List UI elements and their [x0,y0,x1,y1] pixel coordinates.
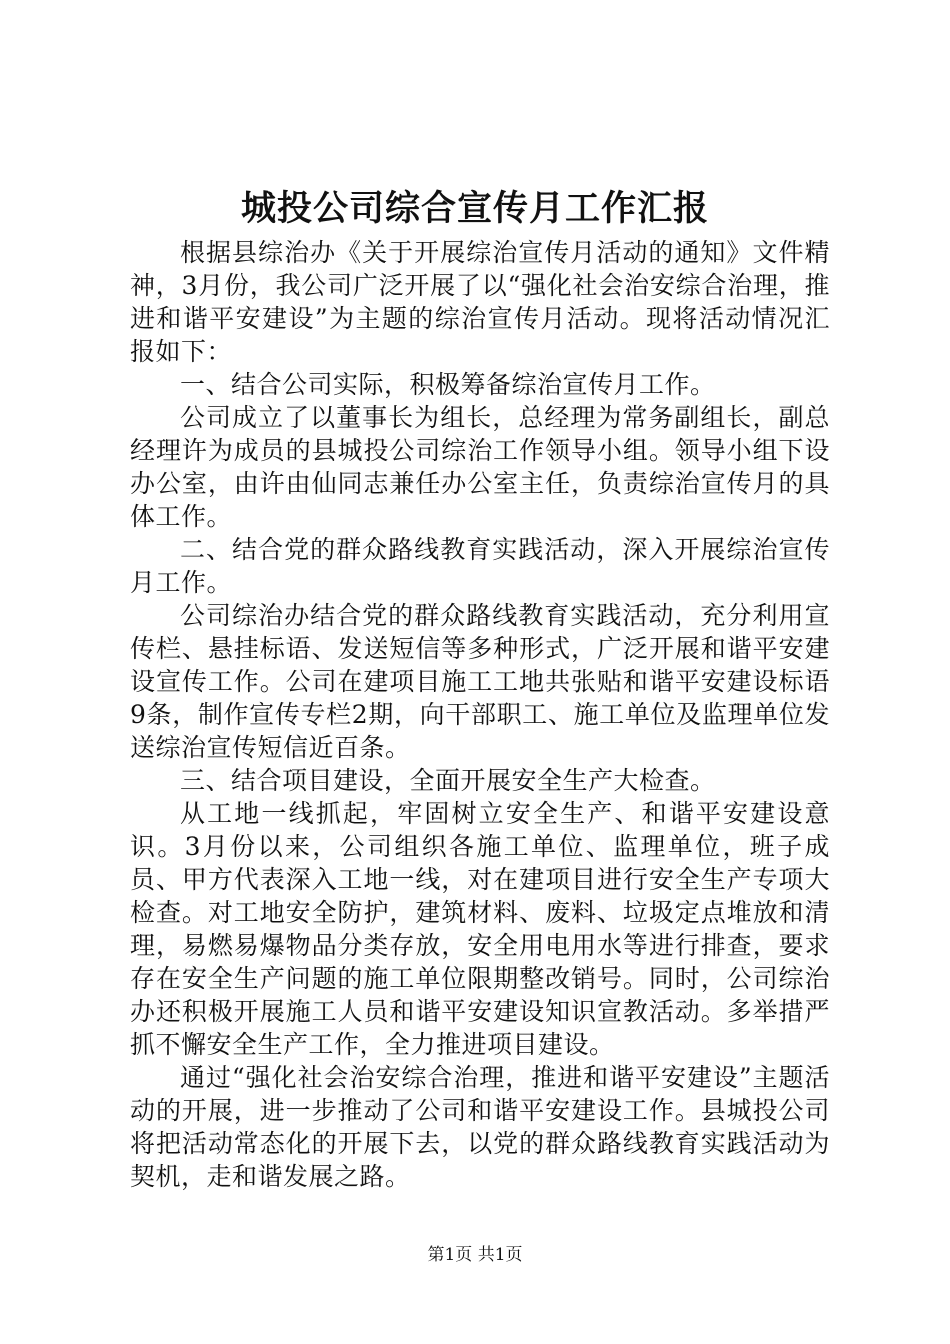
page-footer: 第1页 共1页 [427,1245,523,1265]
paragraph-section-2: 公司综治办结合党的群众路线教育实践活动，充分利用宣传栏、悬挂标语、发送短信等多种形式，广泛开展和谐平安建设宣传工作。公司在建项目施工工地共张贴和谐平安建设标语9条，制作宣传专栏2期，向干部职工、施工单位及监理单位发送综治宣传短信近百条。 [130,601,830,762]
document-title: 城投公司综合宣传月工作汇报 [240,188,709,229]
section-heading-3: 三、结合项目建设，全面开展安全生产大检查。 [180,766,716,795]
paragraph-section-1: 公司成立了以董事长为组长，总经理为常务副组长，副总经理许为成员的县城投公司综治工作领导小组。领导小组下设办公室，由许由仙同志兼任办公室主任，负责综治宣传月的具体工作。 [130,403,830,531]
section-heading-1: 一、结合公司实际，积极筹备综治宣传月工作。 [180,370,716,399]
section-heading-2: 二、结合党的群众路线教育实践活动，深入开展综治宣传月工作。 [130,535,830,597]
paragraph-section-3: 从工地一线抓起，牢固树立安全生产、和谐平安建设意识。3月份以来，公司组织各施工单位、监理单位，班子成员、甲方代表深入工地一线，对在建项目进行安全生产专项大检查。对工地安全防护，建筑材料、废料、垃圾定点堆放和清理，易燃易爆物品分类存放，安全用电用水等进行排查，要求存在安全生产问题的施工单位限期整改销号。同时，公司综治办还积极开展施工人员和谐平安建设知识宣教活动。多举措严抓不懈安全生产工作，全力推进项目建设。 [130,799,830,1059]
paragraph-conclusion: 通过“强化社会治安综合治理，推进和谐平安建设”主题活动的开展，进一步推动了公司和谐平安建设工作。县城投公司将把活动常态化的开展下去，以党的群众路线教育实践活动为契机，走和谐发展之路。 [130,1063,830,1191]
paragraph-intro: 根据县综治办《关于开展综治宣传月活动的通知》文件精神，3月份，我公司广泛开展了以“强化社会治安综合治理，推进和谐平安建设”为主题的综治宣传月活动。现将活动情况汇报如下： [130,238,830,366]
document-body [130,236,830,1193]
